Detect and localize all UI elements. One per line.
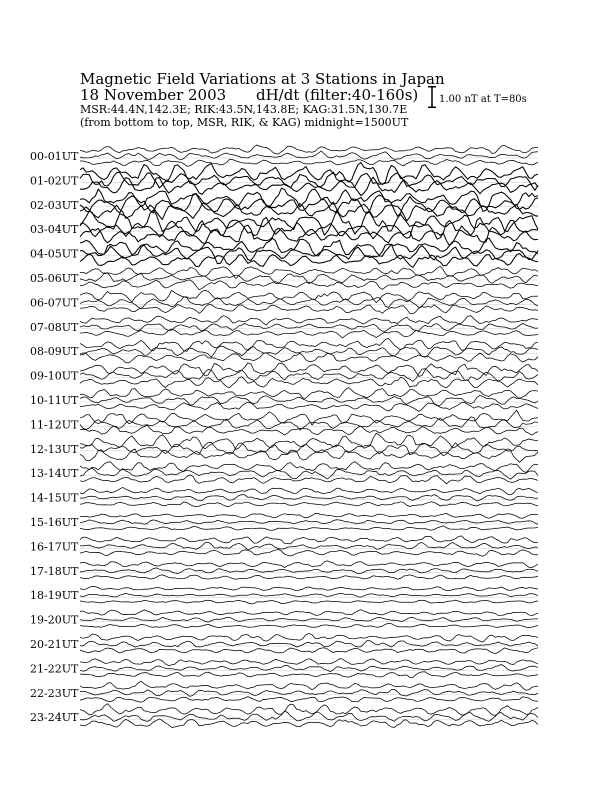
trace-msr	[80, 672, 538, 678]
trace-kag	[80, 462, 538, 473]
trace-kag	[80, 659, 538, 666]
hour-label: 12-13UT	[30, 442, 79, 456]
trace-rik	[80, 495, 538, 502]
trace-rik	[80, 194, 538, 217]
hour-label: 19-20UT	[30, 613, 79, 627]
chart-title: Magnetic Field Variations at 3 Stations in Japan	[80, 70, 445, 88]
trace-kag	[80, 487, 538, 494]
trace-msr	[80, 502, 538, 507]
trace-kag	[80, 610, 538, 616]
trace-rik	[80, 151, 538, 160]
hour-label: 05-06UT	[30, 272, 79, 285]
trace-rik	[80, 468, 538, 479]
trace-rik	[80, 593, 538, 597]
trace-msr	[80, 526, 538, 530]
hour-label: 23-24UT	[30, 711, 79, 725]
trace-msr	[80, 697, 538, 703]
trace-rik	[80, 689, 538, 696]
hour-label: 09-10UT	[30, 369, 79, 383]
hour-label: 08-09UT	[30, 345, 79, 359]
station-traces	[80, 145, 538, 728]
trace-kag	[80, 513, 538, 518]
trace-rik	[80, 442, 538, 455]
hour-label: 02-03UT	[30, 198, 79, 212]
hour-label: 00-01UT	[30, 150, 79, 163]
hour-label: 07-08UT	[30, 320, 79, 334]
hour-label: 20-21UT	[30, 638, 79, 651]
trace-msr	[80, 305, 538, 314]
trace-rik	[80, 520, 538, 525]
trace-rik	[80, 542, 538, 550]
hour-label: 06-07UT	[30, 296, 79, 310]
hour-label: 14-15UT	[30, 491, 79, 505]
hour-labels	[30, 150, 79, 724]
trace-kag	[80, 316, 538, 325]
hour-label: 11-12UT	[30, 418, 79, 432]
trace-rik	[80, 172, 538, 190]
scale-label: 1.00 nT at T=80s	[439, 94, 527, 105]
trace-rik	[80, 323, 538, 331]
station-coordinates: MSR:44.4N,142.3E; RIK:43.5N,143.8E; KAG:31.5N,130.7E	[80, 103, 408, 116]
chart-parameter: dH/dt (filter:40-160s)	[256, 86, 419, 104]
hour-label: 22-23UT	[30, 686, 79, 700]
trace-kag	[80, 681, 538, 690]
hour-label: 10-11UT	[30, 394, 79, 407]
trace-msr	[80, 475, 538, 484]
hour-label: 13-14UT	[30, 467, 79, 481]
trace-rik	[80, 417, 538, 430]
trace-msr	[80, 623, 538, 627]
hour-label: 16-17UT	[30, 540, 79, 554]
trace-msr	[80, 549, 538, 556]
trace-kag	[80, 145, 538, 154]
hour-label: 03-04UT	[30, 223, 79, 237]
trace-msr	[80, 719, 538, 728]
hour-label: 21-22UT	[30, 662, 79, 676]
trace-kag	[80, 266, 538, 278]
trace-msr	[80, 159, 538, 166]
trace-kag	[80, 634, 538, 643]
hour-label: 01-02UT	[30, 174, 79, 188]
trace-msr	[80, 600, 538, 604]
trace-msr	[80, 648, 538, 654]
trace-kag	[80, 388, 538, 399]
trace-kag	[80, 704, 538, 716]
chart-date: 18 November 2003	[80, 86, 227, 104]
trace-order-note: (from bottom to top, MSR, RIK, & KAG) midnight=1500UT	[80, 116, 409, 129]
hour-label: 17-18UT	[30, 564, 79, 578]
hour-label: 15-16UT	[30, 516, 79, 529]
trace-kag	[80, 587, 538, 591]
trace-msr	[80, 329, 538, 338]
hour-label: 18-19UT	[30, 589, 79, 603]
hour-label: 04-05UT	[30, 247, 79, 261]
trace-rik	[80, 617, 538, 622]
trace-kag	[80, 536, 538, 544]
trace-kag	[80, 561, 538, 568]
trace-kag	[80, 238, 538, 256]
trace-msr	[80, 280, 538, 290]
trace-msr	[80, 575, 538, 580]
trace-kag	[80, 338, 538, 351]
